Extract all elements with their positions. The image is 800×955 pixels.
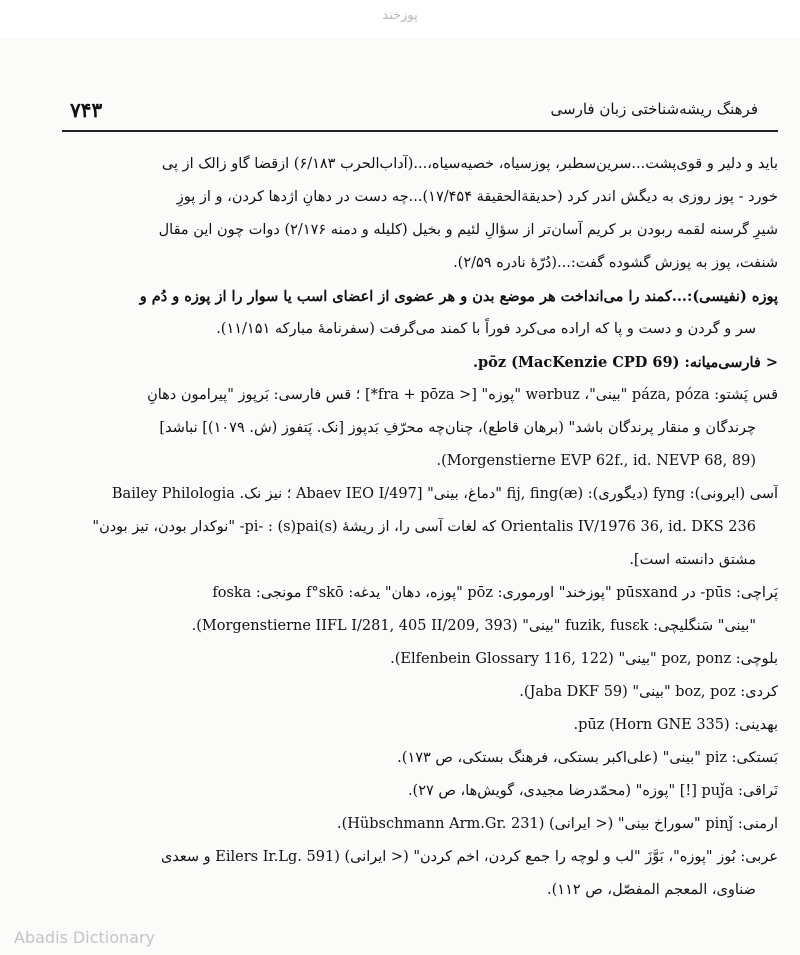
text-line: شیرِ گرسنه لقمه ربودن بر کریم آسان‌تر از سؤالِ لئیم و بخیل (کلیله و دمنه ۲/۱۷۶) دوات چون این مقال — [158, 222, 778, 238]
page-number: ۷۴۳ — [70, 98, 103, 122]
watermark: Abadis Dictionary — [14, 928, 155, 947]
book-title: فرهنگ ریشه‌شناختی زبان فارسی — [550, 100, 758, 118]
entry-behdini: بهدینی: pūz (Horn GNE 335). — [573, 717, 778, 733]
entry-ossetic: آسی (ایرونی): fyng (دیگوری): fij, fing(æ) "دماغ، بینی" [Abaev IEO I/497 ؛ نیز نک. Bailey Philologia — [111, 486, 778, 502]
text-line: مشتق دانسته است]. — [629, 552, 756, 568]
text-line: شنفت، پوز به پوزش گشوده گفت:...(دُرّهٔ نادره ۲/۵۹). — [453, 255, 778, 271]
text-line: ضناوی، المعجم المفصّل، ص ۱۱۲). — [547, 882, 756, 898]
entry-kurdish: کردی: boz, poz "بینی" (Jaba DKF 59). — [519, 684, 778, 700]
entry-arabic: عربی: بُوز "پوزه"، بَوَّزَ "لب و لوچه را جمع کردن، اخم کردن" (< ایرانی) (Eilers Ir.Lg. 591 و سعدی — [160, 849, 778, 865]
header-rule — [62, 130, 778, 132]
entry-parachi: پَراچی: pūs- در pūsxand "پوزخند" اورموری: pōz "پوزه، دهان" یدغه: f°skō مونجی: foska — [212, 585, 778, 601]
text-line: باید و دلیر و قوی‌پشت...سرین‌سطبر، پوزسیاه، خصیه‌سیاه،...(آداب‌الحرب ۶/۱۸۳) ازقضا گاو زالک از پی — [161, 156, 778, 172]
scanned-page — [0, 38, 800, 955]
entry-bastaki: بَستکی: piz "بینی" (علی‌اکبر بستکی، فرهنگ بستکی، ص ۱۷۳). — [397, 750, 778, 766]
entry-middle-persian: < فارسی‌میانه: pōz (MacKenzie CPD 69). — [472, 354, 778, 371]
text-line: Orientalis IV/1976 36, id. DKS 236 که لغات آسی را، از ریشهٔ (s)pi- : (s)pai- "نوکدار بودن، تیز بودن" — [92, 519, 756, 535]
entry-armenian: ارمنی: pinǰ "سوراخ بینی" (< ایرانی) (Hübschmann Arm.Gr. 231). — [336, 816, 778, 832]
text-line: (Morgenstierne EVP 62f., id. NEVP 68, 89). — [436, 453, 756, 469]
page-header-title: پوزخند — [382, 8, 418, 23]
entry-pozeh: پوزه (نفیسی):...کمند را می‌انداخت هر موضع بدن و هر عضوی از اعضای اسب یا سوار را از پوزه و دُم و — [139, 288, 778, 305]
text-line: خورد - پوز روزی به دیگش اندر کرد (حدیقةالحقیقة ۱۷/۴۵۴)...چه دست در دهانِ اژدها کردن، و از پوزِ — [176, 189, 778, 205]
text-line: سر و گردن و دست و پا که اراده می‌کرد فوراً با کمند می‌گرفت (سفرنامهٔ مبارکه ۱۱/۱۵۱). — [216, 321, 756, 337]
page-body — [62, 148, 778, 907]
entry-naraqi: نَراقی: puǰa [!] "پوزه" (محمّدرضا مجیدی، گویش‌ها، ص ۲۷). — [407, 783, 778, 799]
entry-pashto: قس پَشتو: páza, póza "بینی"، wərbuz "پوزه" [< fra + pōza*] ؛ قس فارسی: بَرپوز "پیرامون دهانِ — [147, 387, 778, 403]
entry-balochi: بلوچی: poz, ponz "بینی" (Elfenbein Glossary 116, 122). — [390, 651, 778, 667]
text-line: "بینی" سَنگلیچی: fuzik, fusɛk "بینی" (Morgenstierne IIFL I/281, 405 II/209, 393). — [191, 618, 756, 634]
text-line: چرندگان و منقار پرندگان باشد" (برهان قاطع)، چنان‌چه محرّفِ بَدپوز [نک. پَتفوز (ش. ۱۰۷۹)] نباشد] — [159, 420, 756, 436]
